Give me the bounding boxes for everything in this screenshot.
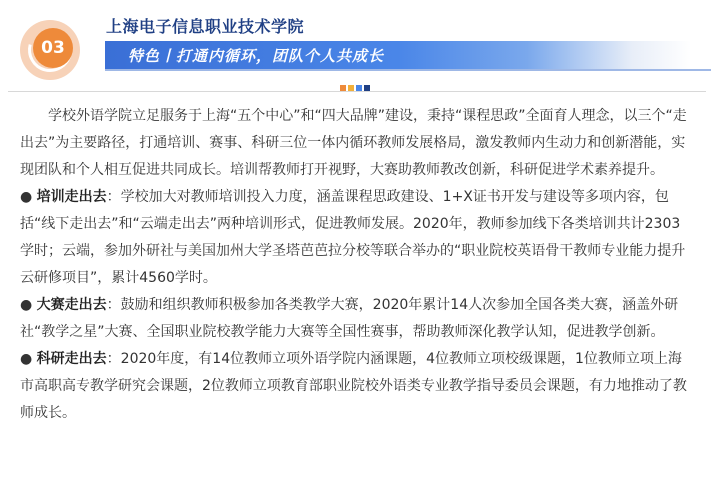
banner-title: 特色丨打通内循环，团队个人共成长 <box>128 47 385 65</box>
section-header <box>0 0 711 110</box>
school-name: 上海电子信息职业技术学院 <box>106 17 305 36</box>
bullet-heading: 大赛走出去 <box>36 297 107 313</box>
divider-rule <box>8 91 706 92</box>
banner-underline <box>105 69 711 71</box>
section-number-badge <box>33 28 73 68</box>
bullet-competition <box>20 292 693 346</box>
bullet-dot-icon: ● <box>20 297 33 313</box>
bullet-text: ：2020年度，有14位教师立项外语学院内涵课题，4位教师立项校级课题，1位教师立项上海市高职高专教学研究会课题，2位教师立项教育部职业院校外语类专业教学指导委员会课题，有力地推动了教师成长。 <box>20 351 687 421</box>
article-body <box>20 103 693 427</box>
bullet-text: ：鼓励和组织教师积极参加各类教学大赛，2020年累计14人次参加全国各类大赛，涵盖外研社“教学之星”大赛、全国职业院校教学能力大赛等全国性赛事，帮助教师深化教学认知，促进教学创新。 <box>20 297 679 340</box>
bullet-dot-icon: ● <box>20 351 33 367</box>
bullet-text: ：学校加大对教师培训投入力度，涵盖课程思政建设、1+X证书开发与建设等多项内容，包括“线下走出去”和“云端走出去”两种培训形式，促进教师发展。2020年，教师参加线下各类培训共计2303学时；云端，参加外研社与美国加州大学圣塔芭芭拉分校等联合举办的“职业院校英语骨干教师专业能力提升云研修项目”，累计4560学时。 <box>20 189 686 286</box>
bullet-heading: 培训走出去 <box>36 189 107 205</box>
section-number: 03 <box>41 38 65 58</box>
intro-paragraph: 学校外语学院立足服务于上海“五个中心”和“四大品牌”建设，秉持“课程思政”全面育人理念，以三个“走出去”为主要路径，打通培训、赛事、科研三位一体内循环教师发展格局，激发教师内生动力和创新潜能，实现团队和个人相互促进共同成长。培训帮教师打开视野，大赛助教师教改创新，科研促进学术素养提升。 <box>20 108 687 178</box>
bullet-training <box>20 184 693 292</box>
bullet-dot-icon: ● <box>20 189 33 205</box>
bullet-heading: 科研走出去 <box>36 351 107 367</box>
bullet-research <box>20 346 693 427</box>
